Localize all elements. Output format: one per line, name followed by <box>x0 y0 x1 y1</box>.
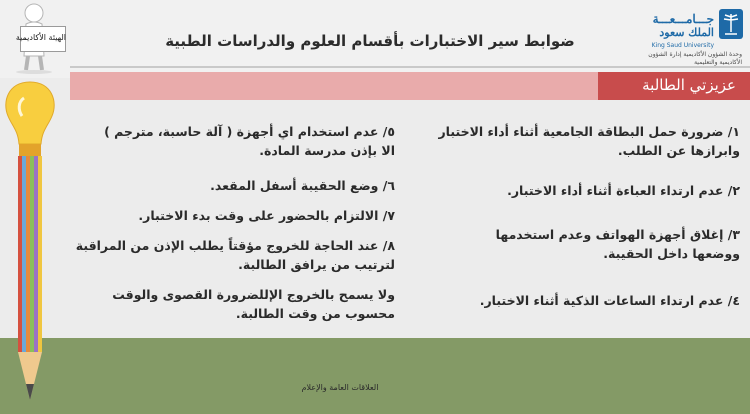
rule-8-line-2: لترتيب من يرافق الطالبة. <box>238 257 395 272</box>
rule-6-line-1: ٦/ وضع الحقيبة أسفل المقعد. <box>210 178 395 193</box>
logo-name-en: King Saud University <box>651 42 714 49</box>
mascot-sign-text: الهيئة الأكاديمية <box>15 33 66 42</box>
footer-band <box>0 338 750 414</box>
rule-5-line-1: ٥/ عدم استخدام اي أجهزة ( آلة حاسبة، مترجم ) <box>104 124 395 139</box>
logo-name-ar-1: جـــامـــعـــة <box>652 12 714 26</box>
rule-7 <box>65 206 395 225</box>
rule-1-line-2: وابرازها عن الطلب. <box>617 143 740 158</box>
page-title: ضوابط سير الاختبارات بأقسام العلوم والدراسات الطبية <box>165 32 575 50</box>
palm-emblem-icon <box>718 8 744 40</box>
rule-4-line-1: ٤/ عدم ارتداء الساعات الذكية أثناء الاختبار. <box>479 293 740 308</box>
rule-1 <box>410 122 740 160</box>
mascot-figure <box>0 0 80 74</box>
rule-3 <box>410 225 740 263</box>
rule-1-line-1: ١/ ضرورة حمل البطاقة الجامعية أثناء أداء الاختبار <box>438 124 740 139</box>
rule-7-line-1: ٧/ الالتزام بالحضور على وقت بدء الاختبار. <box>138 208 395 223</box>
logo-unit-name: وحدة الشؤون الأكاديمية إدارة الشؤون الأكاديمية والتعليمية <box>648 51 742 66</box>
rule-9 <box>65 285 395 323</box>
ksu-logo <box>636 8 744 70</box>
footer-department: العلاقات العامة والإعلام <box>301 383 379 392</box>
rule-5 <box>65 122 395 160</box>
logo-name-ar-2: الملك سعود <box>659 26 714 39</box>
rule-2-line-1: ٢/ عدم ارتداء العباءة أثناء أداء الاختبار. <box>507 183 740 198</box>
audience-label: عزيزتي الطالبة <box>642 76 736 94</box>
rule-9-line-2: محسوب من وقت الطالبة. <box>235 306 395 321</box>
rule-9-line-1: ولا يسمح بالخروج الإللضرورة القصوى والوقت <box>112 287 395 302</box>
rule-2 <box>410 181 740 200</box>
rule-8-line-1: ٨/ عند الحاجة للخروج مؤقتاً يطلب الإذن من المراقبة <box>75 238 395 253</box>
rule-3-line-1: ٣/ إغلاق أجهزة الهواتف وعدم استخدمها <box>495 227 740 242</box>
rule-6 <box>65 176 395 195</box>
rule-3-line-2: ووضعها داخل الحقيبة. <box>603 246 740 261</box>
rule-5-line-2: الا بإذن مدرسة المادة. <box>259 143 395 158</box>
pencil-bulb-icon <box>0 78 60 414</box>
rule-8 <box>65 236 395 274</box>
rule-4 <box>410 291 740 310</box>
